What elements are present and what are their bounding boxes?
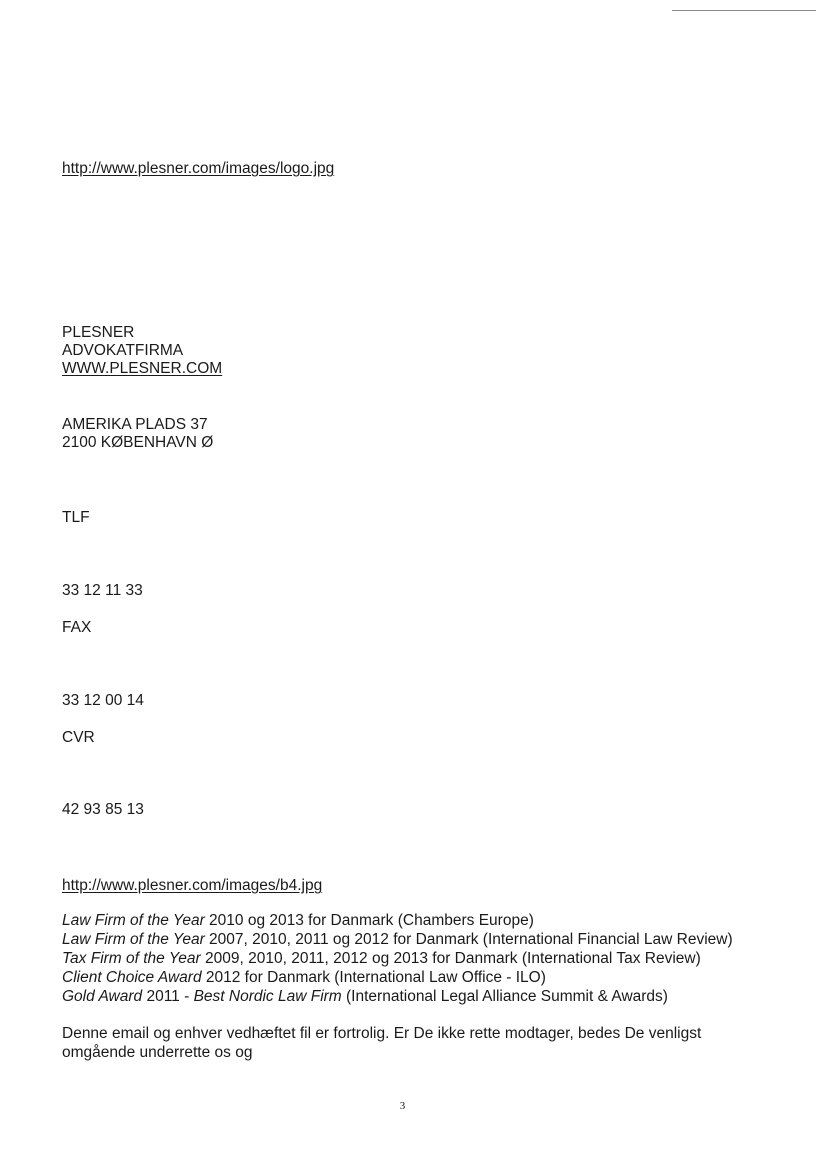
banner-url-link[interactable]: http://www.plesner.com/images/b4.jpg xyxy=(62,877,323,894)
award-title: Law Firm of the Year xyxy=(62,912,205,929)
award-title: Gold Award xyxy=(62,988,143,1005)
fax-label: FAX xyxy=(62,619,92,636)
confidentiality-disclaimer: Denne email og enhver vedhæftet fil er fortrolig. Er De ikke rette modtager, bedes De venligst omgående underrette os og xyxy=(62,1025,702,1061)
award-title: Law Firm of the Year xyxy=(62,931,205,948)
address-block xyxy=(62,416,213,452)
award-line xyxy=(62,949,733,968)
award-text: 2007, 2010, 2011 og 2012 for Danmark (International Financial Law Review) xyxy=(204,931,733,948)
address-city: 2100 KØBENHAVN Ø xyxy=(62,434,214,451)
page-number: 3 xyxy=(399,1100,406,1112)
award-text: 2012 for Danmark (International Law Office - ILO) xyxy=(201,969,546,986)
firm-type: ADVOKATFIRMA xyxy=(62,342,184,359)
award-text: 2011 - xyxy=(142,988,194,1005)
award-title: Client Choice Award xyxy=(62,969,202,986)
award-text: 2010 og 2013 for Danmark (Chambers Europe) xyxy=(204,912,534,929)
award-line xyxy=(62,987,733,1006)
fax-value: 33 12 00 14 xyxy=(62,692,144,709)
scan-artifact-line xyxy=(672,10,816,11)
award-line xyxy=(62,930,733,949)
address-street: AMERIKA PLADS 37 xyxy=(62,416,208,433)
award-line xyxy=(62,911,733,930)
tlf-value: 33 12 11 33 xyxy=(62,582,143,599)
cvr-label: CVR xyxy=(62,729,95,746)
award-text-secondary: (International Legal Alliance Summit & Awards) xyxy=(341,988,668,1005)
award-title: Tax Firm of the Year xyxy=(62,950,201,967)
tlf-label: TLF xyxy=(62,509,90,526)
awards-list xyxy=(62,911,733,1006)
award-title-secondary: Best Nordic Law Firm xyxy=(193,988,342,1005)
cvr-value: 42 93 85 13 xyxy=(62,801,144,818)
logo-url-link[interactable]: http://www.plesner.com/images/logo.jpg xyxy=(62,160,335,177)
firm-name: PLESNER xyxy=(62,324,135,341)
award-line xyxy=(62,968,733,987)
firm-block xyxy=(62,324,222,378)
award-text: 2009, 2010, 2011, 2012 og 2013 for Danmark (International Tax Review) xyxy=(200,950,701,967)
firm-website-link[interactable]: WWW.PLESNER.COM xyxy=(62,360,223,377)
